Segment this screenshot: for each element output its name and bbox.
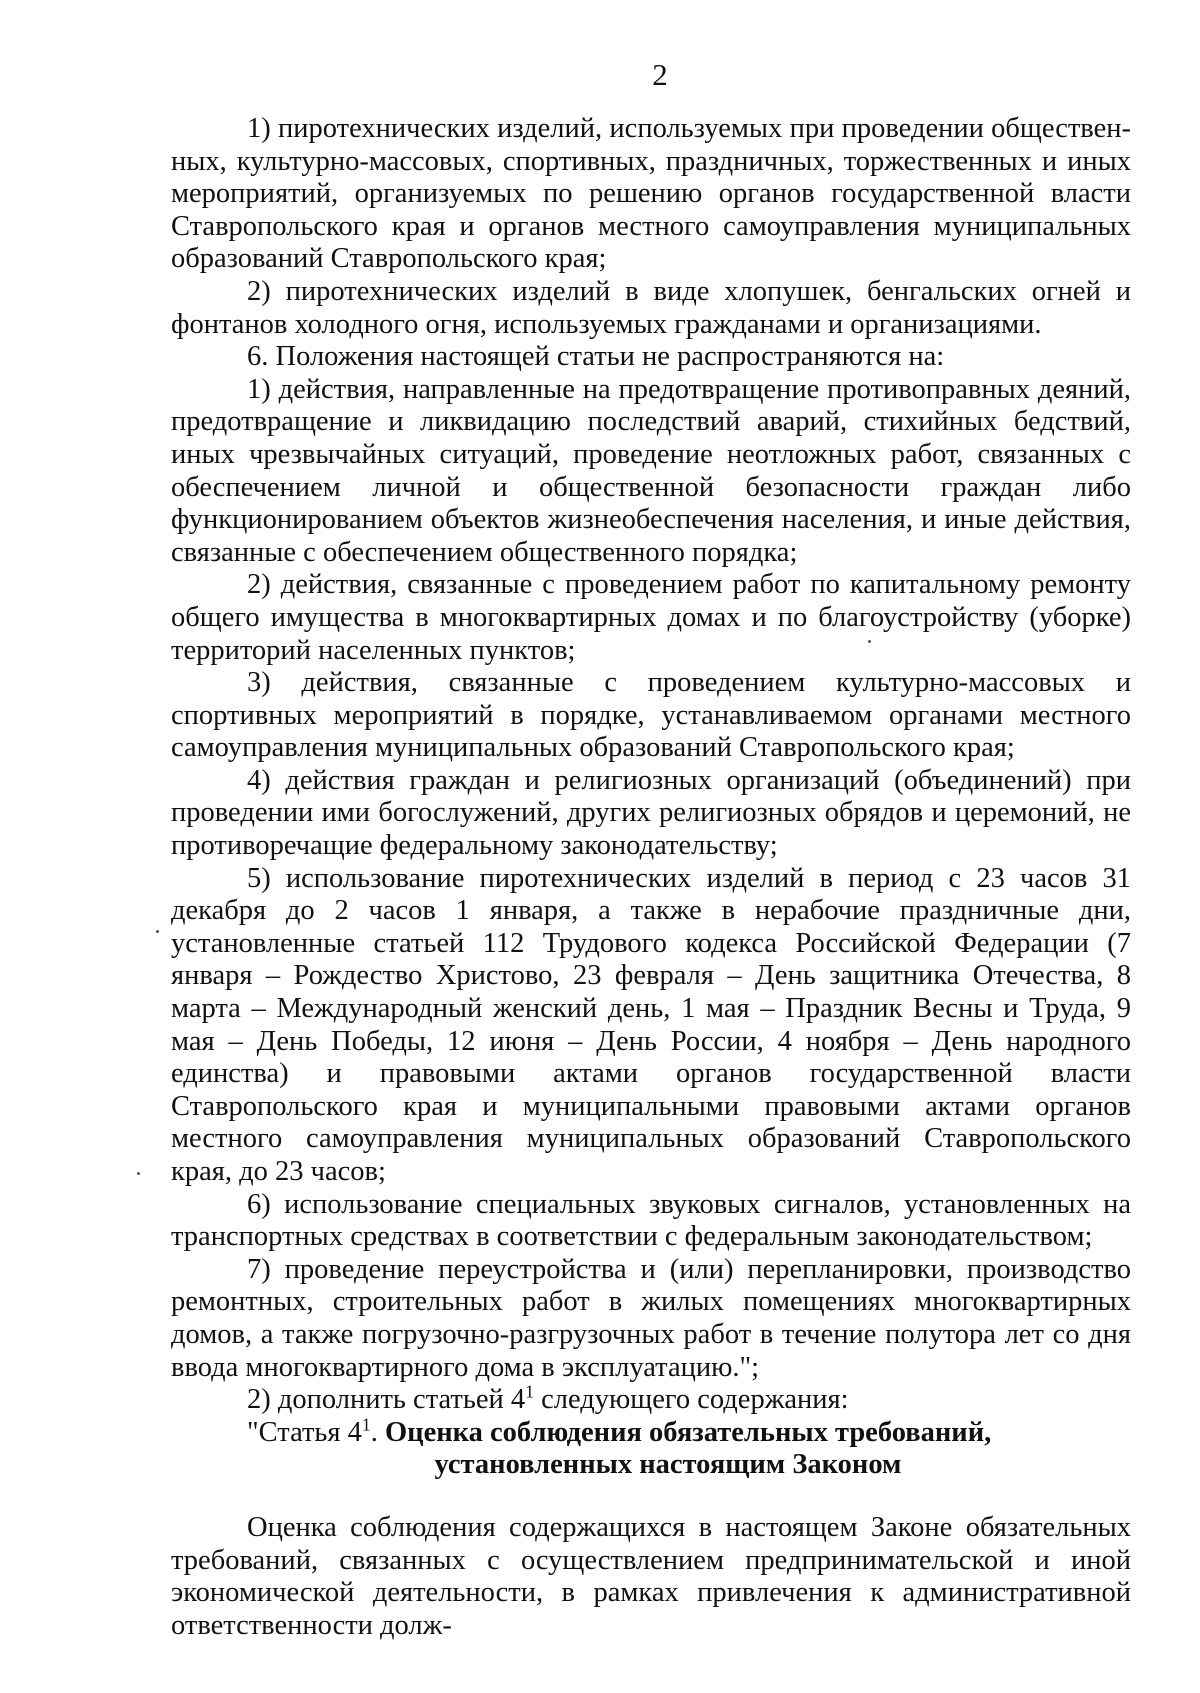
article-title-line1: Оценка соблюдения обязательных требований, [385,1416,992,1448]
heading-spacer [171,1482,1131,1512]
article-title-line2: установленных настоящим Законом [434,1449,902,1481]
closing-paragraph: Оценка соблюдения содержащихся в настоящем Законе обязательных требований, связанных с осуществлением предпринимательской и иной экономической деятельности, в рамках привлечения к административной ответственности долж- [171,1511,1131,1641]
paragraph-exception-1: 1) действия, направленные на предотвращение противоправных деяний, предотвращение и ликвидацию последствий аварий, стихийных бедствий, иных чрезвычайных ситуаций, проведение неотложных работ, связанных с обеспечением личной и общественной безопасности граждан либо функционированием объектов жизнеобеспечения населения, и иные действия, связанные с обеспечением общественного порядка; [171,373,1131,568]
amendment-text: 2) дополнить статьей 4 [247,1384,526,1416]
article-prefix: "Статья 4 [247,1416,362,1448]
paragraph-exception-4: 4) действия граждан и религиозных организаций (объединений) при проведении ими богослужений, других религиозных обрядов и церемоний, не противоречащие федеральному законодательству; [171,764,1131,862]
paragraph-exception-5: 5) использование пиротехнических изделий в период с 23 часов 31 декабря до 2 часов 1 января, а также в нерабочие праздничные дни, установленные статьей 112 Трудового кодекса Российской Федерации (7 января – Рождество Христово, 23 февраля – День защитника Отечества, 8 марта – Международный женский день, 1 мая – Праздник Весны и Труда, 9 мая – День Победы, 12 июня – День России, 4 ноября – День народного единства) и правовыми актами органов государственной власти Ставропольского края и муниципальными правовыми актами органов местного самоуправления муниципальных образований Ставропольского края, до 23 часов; [171,862,1131,1187]
paragraph-item-2-pyrotechnics-crackers: 2) пиротехнических изделий в виде хлопушек, бенгальских огней и фонтанов холодного огня, используемых гражданами и организациями. [171,275,1131,340]
paragraph-exception-7: 7) проведение переустройства и (или) перепланировки, производство ремонтных, строительных работ в жилых помещениях многоквартирных домов, а также погрузочно-разгрузочных работ в течение полутора лет со дня ввода многоквартирного дома в эксплуатацию."; [171,1253,1131,1383]
amendment-tail: следующего содержания: [533,1384,849,1416]
paragraph-section-6-exceptions: 6. Положения настоящей статьи не распространяются на: [247,341,945,373]
document-body [171,113,1131,1642]
scan-speck [156,930,159,933]
page-number: 2 [652,57,668,92]
scan-speck [137,1172,140,1175]
article-dot: . [370,1416,385,1448]
paragraph-exception-2: 2) действия, связанные с проведением работ по капитальному ремонту общего имущества в многоквартирных домах и по благоустройству (уборке) территорий населенных пунктов; [171,569,1131,666]
amendment-superscript: 1 [525,1381,534,1402]
article-heading [171,1414,1131,1450]
scan-speck [868,640,871,643]
paragraph-exception-6: 6) использование специальных звуковых сигналов, установленных на транспортных средствах в соответствии с федеральным законодательством; [171,1188,1131,1253]
paragraph-item-1-pyrotechnics-events: 1) пиротехнических изделий, используемых при проведении общественных, культурно-массовых, спортивных, праздничных, торжественных и иных мероприятий, организуемых по решению органов государственной власти Ставропольского края и органов местного самоуправления муниципальных образований Ставропольского края; [171,113,1131,275]
amendment-paragraph [171,1381,1131,1417]
article-superscript: 1 [361,1414,371,1435]
paragraph-exception-3: 3) действия, связанные с проведением культурно-массовых и спортивных мероприятий в порядке, устанавливаемом органами местного самоуправления муниципальных образований Ставропольского края; [171,667,1131,764]
